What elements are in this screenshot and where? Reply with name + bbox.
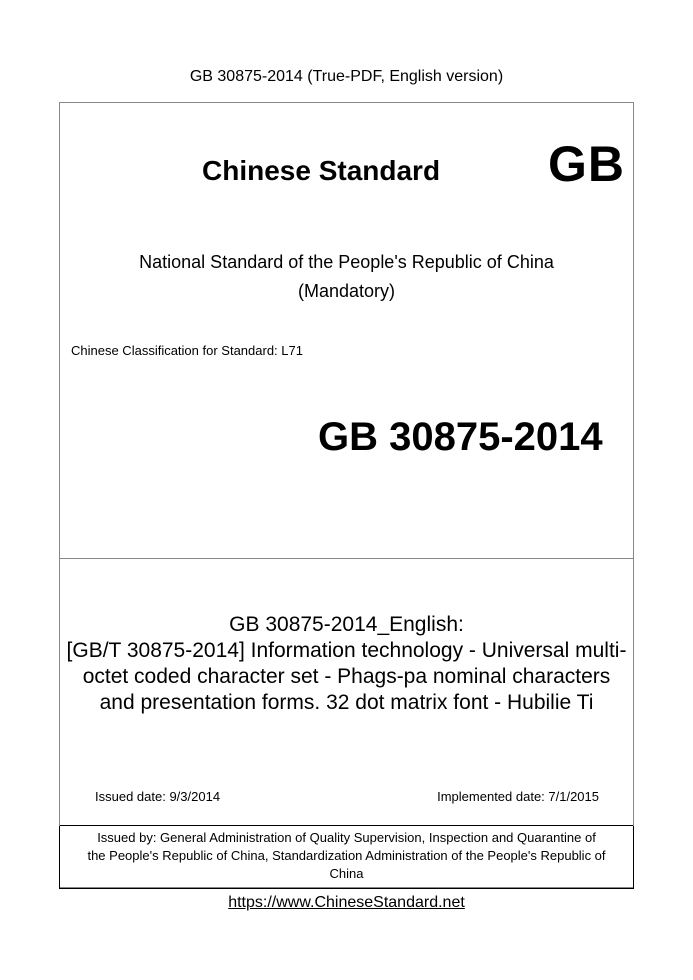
cover-title: Chinese Standard bbox=[202, 155, 441, 186]
issuer-line: China bbox=[329, 866, 364, 881]
document-title-line: [GB/T 30875-2014] Information technology - Universal multi- bbox=[66, 639, 627, 662]
national-standard-line: National Standard of the People's Republic of China bbox=[139, 252, 554, 272]
issuer-text bbox=[60, 829, 633, 883]
document-title-line: GB 30875-2014_English: bbox=[229, 613, 464, 636]
document-title-line: octet coded character set - Phags-pa nominal characters bbox=[82, 665, 611, 688]
website-link[interactable]: https://www.ChineseStandard.net bbox=[228, 894, 465, 911]
gb-mark: GB bbox=[548, 136, 625, 192]
issuer-section bbox=[59, 826, 634, 889]
issued-date: Issued date: 9/3/2014 bbox=[95, 789, 221, 804]
mandatory-label: (Mandatory) bbox=[297, 281, 396, 301]
implemented-date: Implemented date: 7/1/2015 bbox=[437, 789, 599, 804]
document-info-section bbox=[60, 559, 633, 826]
classification-label: Chinese Classification for Standard: L71 bbox=[71, 343, 303, 358]
cover-top-section bbox=[60, 103, 633, 559]
page-header: GB 30875-2014 (True-PDF, English version) bbox=[189, 68, 504, 85]
cover-frame bbox=[59, 102, 634, 888]
document-title-line: and presentation forms. 32 dot matrix font - Hubilie Ti bbox=[99, 691, 594, 714]
standard-number: GB 30875-2014 bbox=[318, 415, 603, 459]
issuer-line: Issued by: General Administration of Quality Supervision, Inspection and Quarantine of bbox=[97, 830, 596, 845]
document-title bbox=[60, 612, 633, 716]
issuer-line: the People's Republic of China, Standardization Administration of the People's Republic of bbox=[87, 848, 606, 863]
national-standard-text bbox=[60, 248, 633, 306]
